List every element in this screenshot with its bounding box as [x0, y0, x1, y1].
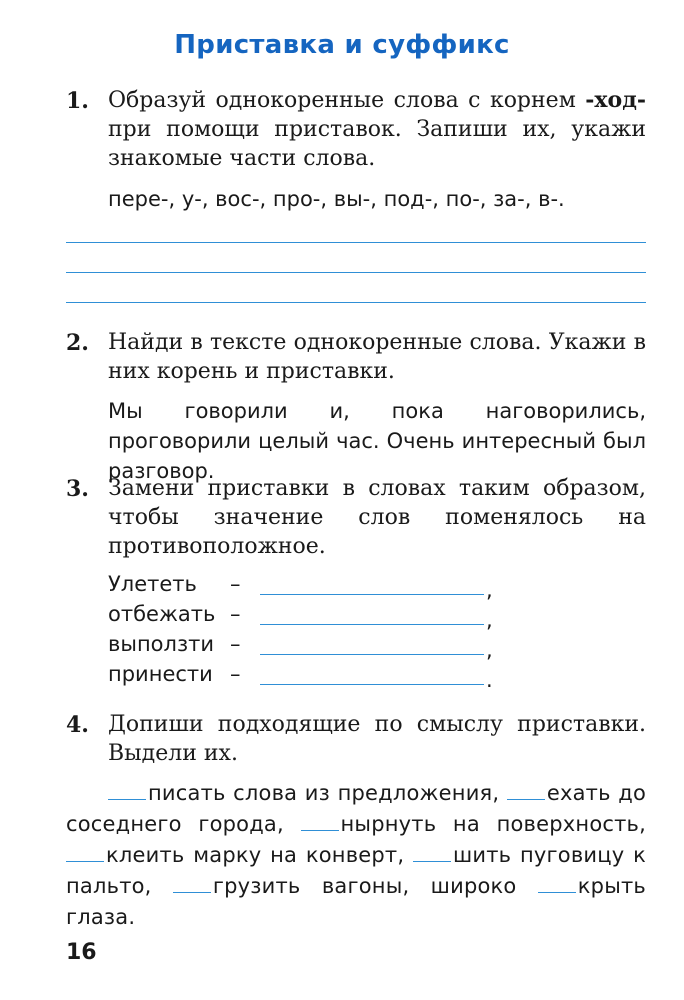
task-3-dash-2: –	[230, 602, 241, 626]
page-number: 16	[66, 940, 97, 965]
prefix-blank-4[interactable]	[66, 841, 104, 862]
task-4-segment-6: грузить вагоны, широко	[212, 874, 538, 898]
task-4-segment-7: крыть глаза.	[66, 874, 646, 929]
task-1-text-b: при помощи приставок. Запиши их, укажи знакомые части слова.	[108, 117, 646, 171]
page-title: Приставка и суффикс	[174, 30, 510, 60]
prefix-blank-2[interactable]	[507, 779, 545, 800]
task-3-word-4: принести	[108, 662, 213, 686]
prefix-blank-5[interactable]	[413, 841, 451, 862]
task-3-punct-2: ,	[486, 608, 493, 632]
task-3-dash-3: –	[230, 632, 241, 656]
task-1-root: -ход-	[585, 87, 646, 113]
task-3-dash-1: –	[230, 572, 241, 596]
task-1-number: 1.	[66, 88, 89, 114]
task-3-instruction: Замени приставки в словах таким образом, чтобы значение слов поменялось на противоположное.	[108, 476, 646, 559]
task-3-answer-line-3[interactable]	[260, 654, 484, 655]
answer-line-2[interactable]	[66, 272, 646, 273]
task-3-word-3: выползти	[108, 632, 215, 656]
task-4-segment-2: ехать до соседнего города,	[66, 781, 647, 836]
answer-line-3[interactable]	[66, 302, 646, 303]
task-3-answer-line-1[interactable]	[260, 594, 484, 595]
task-1-prefixes: пере-, у-, вос-, про-, вы-, под-, по-, за-, в-.	[108, 187, 565, 211]
task-2-instruction: Найди в тексте однокоренные слова. Укажи в них корень и приставки.	[108, 330, 646, 384]
task-4-paragraph	[66, 778, 646, 933]
task-3-punct-4: .	[486, 668, 493, 692]
task-3-number: 3.	[66, 476, 89, 502]
task-4-segment-4: клеить марку на конверт,	[106, 843, 413, 867]
task-4-segment-5: шить пуговицу к пальто,	[66, 843, 646, 898]
task-4-instruction: Допиши подходящие по смыслу приставки. Выдели их.	[108, 712, 646, 766]
prefix-blank-3[interactable]	[301, 810, 339, 831]
task-3-answer-line-2[interactable]	[260, 624, 484, 625]
task-1-text-a: Образуй однокоренные слова с корнем	[108, 88, 586, 113]
prefix-blank-7[interactable]	[538, 872, 576, 893]
answer-line-1[interactable]	[66, 242, 646, 243]
task-3-punct-1: ,	[486, 578, 493, 602]
task-3-word-1: Улететь	[108, 572, 197, 596]
task-4-number: 4.	[66, 712, 89, 738]
prefix-blank-6[interactable]	[173, 872, 211, 893]
task-3-word-2: отбежать	[108, 602, 216, 626]
task-3-dash-4: –	[230, 662, 241, 686]
task-4-segment-1: писать слова из предложения,	[148, 781, 507, 805]
task-2-passage: Мы говорили и, пока наговорились, проговорили целый час. Очень интересный был разговор.	[108, 399, 646, 483]
task-1-instruction	[108, 86, 646, 173]
task-3-answer-line-4[interactable]	[260, 684, 484, 685]
task-4-segment-3: нырнуть на поверхность,	[340, 812, 647, 836]
prefix-blank-1[interactable]	[108, 779, 146, 800]
task-3-punct-3: ,	[486, 638, 493, 662]
task-2-number: 2.	[66, 330, 89, 356]
